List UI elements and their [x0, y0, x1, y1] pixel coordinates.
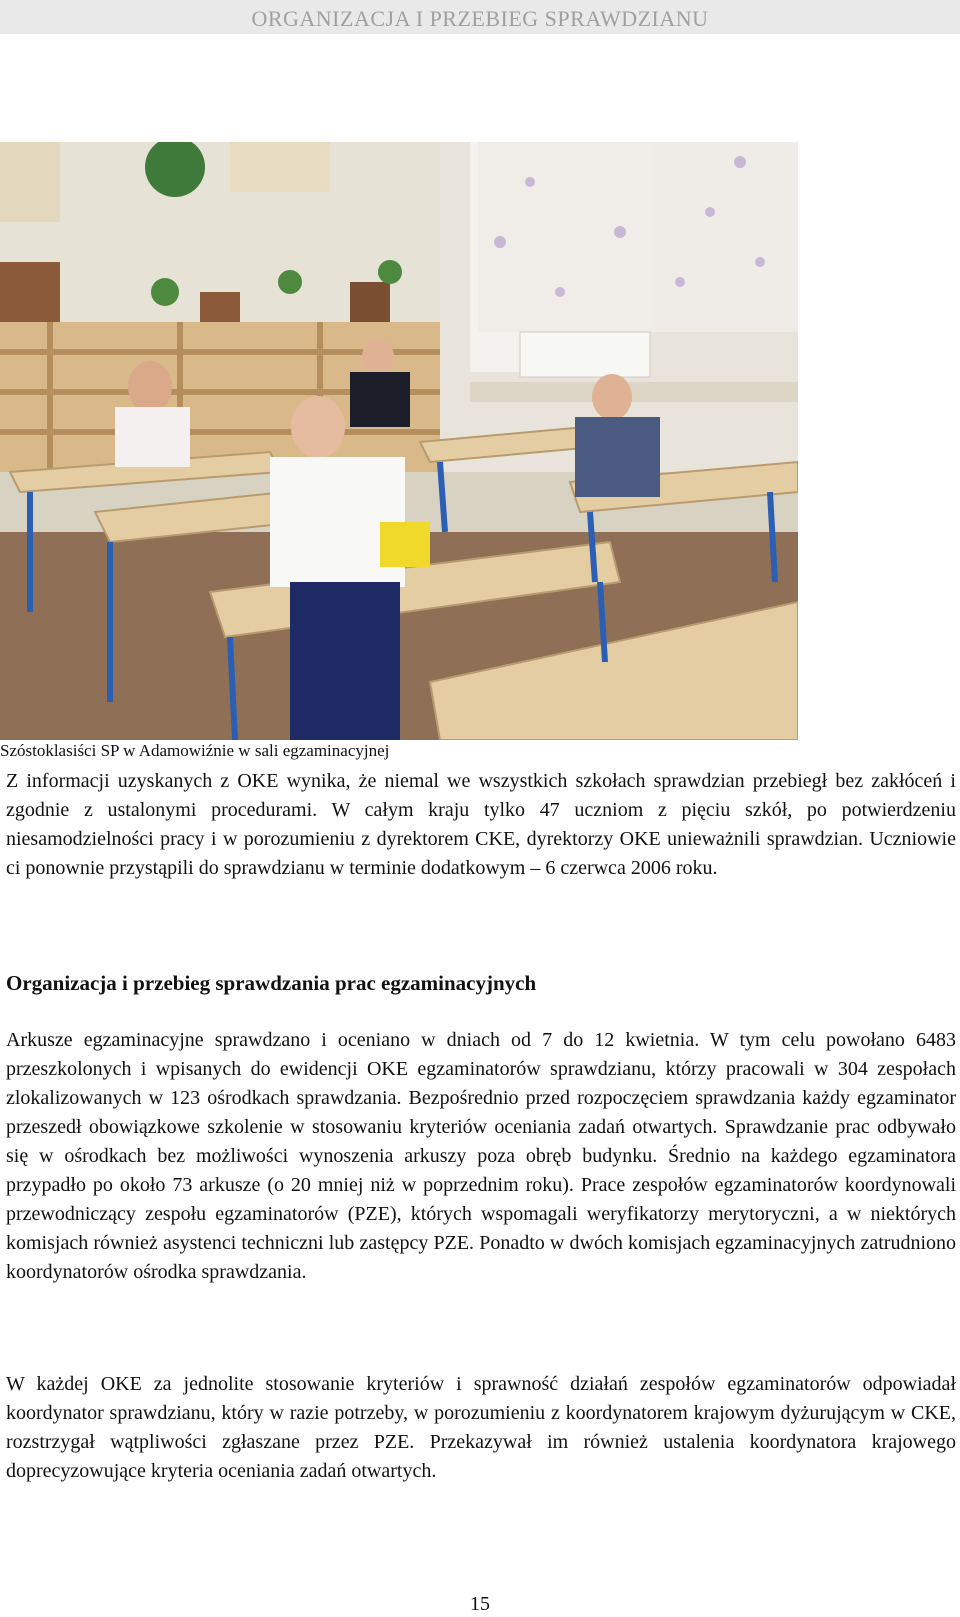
photo-caption: Szóstoklasiści SP w Adamowiźnie w sali egzaminacyjnej	[0, 741, 390, 760]
running-header	[0, 0, 960, 34]
page-number: 15	[470, 1593, 490, 1615]
section-heading: Organizacja i przebieg sprawdzania prac egzaminacyjnych	[6, 971, 537, 995]
paragraph-checking: Arkusze egzaminacyjne sprawdzano i oceniano w dniach od 7 do 12 kwietnia. W tym celu powołano 6483 przeszkolonych i wpisanych do ewidencji OKE egzaminatorów sprawdzianu, którzy pracowali w 304 zespołach zlokalizowanych w 123 ośrodkach sprawdzania. Bezpośrednio przed rozpoczęciem sprawdzania każdy egzaminator przeszedł obowiązkowe szkolenie w stosowaniu kryteriów oceniania zadań otwartych. Sprawdzanie prac odbywało się w ośrodkach bez możliwości wynoszenia arkuszy poza obręb budynku. Średnio na każdego egzaminatora przypadło po około 73 arkusze (o 20 mniej niż w poprzednim roku). Prace zespołów egzaminatorów koordynowali przewodniczący zespołu egzaminatorów (PZE), których wspomagali weryfikatorzy merytoryczni, a w niektórych komisjach również asystenci techniczni lub zastępcy PZE. Ponadto w dwóch komisjach egzaminacyjnych zatrudniono koordynatorów ośrodka sprawdzania.	[6, 1029, 956, 1283]
paragraph-coordination: W każdej OKE za jednolite stosowanie kryteriów i sprawność działań zespołów egzaminatorów odpowiadał koordynator sprawdzianu, który w razie potrzeby, w porozumieniu z koordynatorem krajowym dyżurującym w CKE, rozstrzygał wątpliwości zgłaszane przez PZE. Przekazywał im również ustalenia koordynatora krajowego doprecyzowujące kryteria oceniania zadań otwartych.	[6, 1373, 956, 1482]
classroom-photo	[0, 142, 798, 740]
classroom-photo-icon	[0, 142, 798, 740]
paragraph-intro: Z informacji uzyskanych z OKE wynika, że niemal we wszystkich szkołach sprawdzian przebiegł bez zakłóceń i zgodnie z ustalonymi procedurami. W całym kraju tylko 47 uczniom z pięciu szkół, po potwierdzeniu niesamodzielności pracy i w porozumieniu z dyrektorem CKE, dyrektorzy OKE unieważnili sprawdzian. Uczniowie ci ponownie przystąpili do sprawdzianu w terminie dodatkowym – 6 czerwca 2006 roku.	[6, 770, 956, 879]
running-title: ORGANIZACJA I PRZEBIEG SPRAWDZIANU	[251, 6, 709, 31]
